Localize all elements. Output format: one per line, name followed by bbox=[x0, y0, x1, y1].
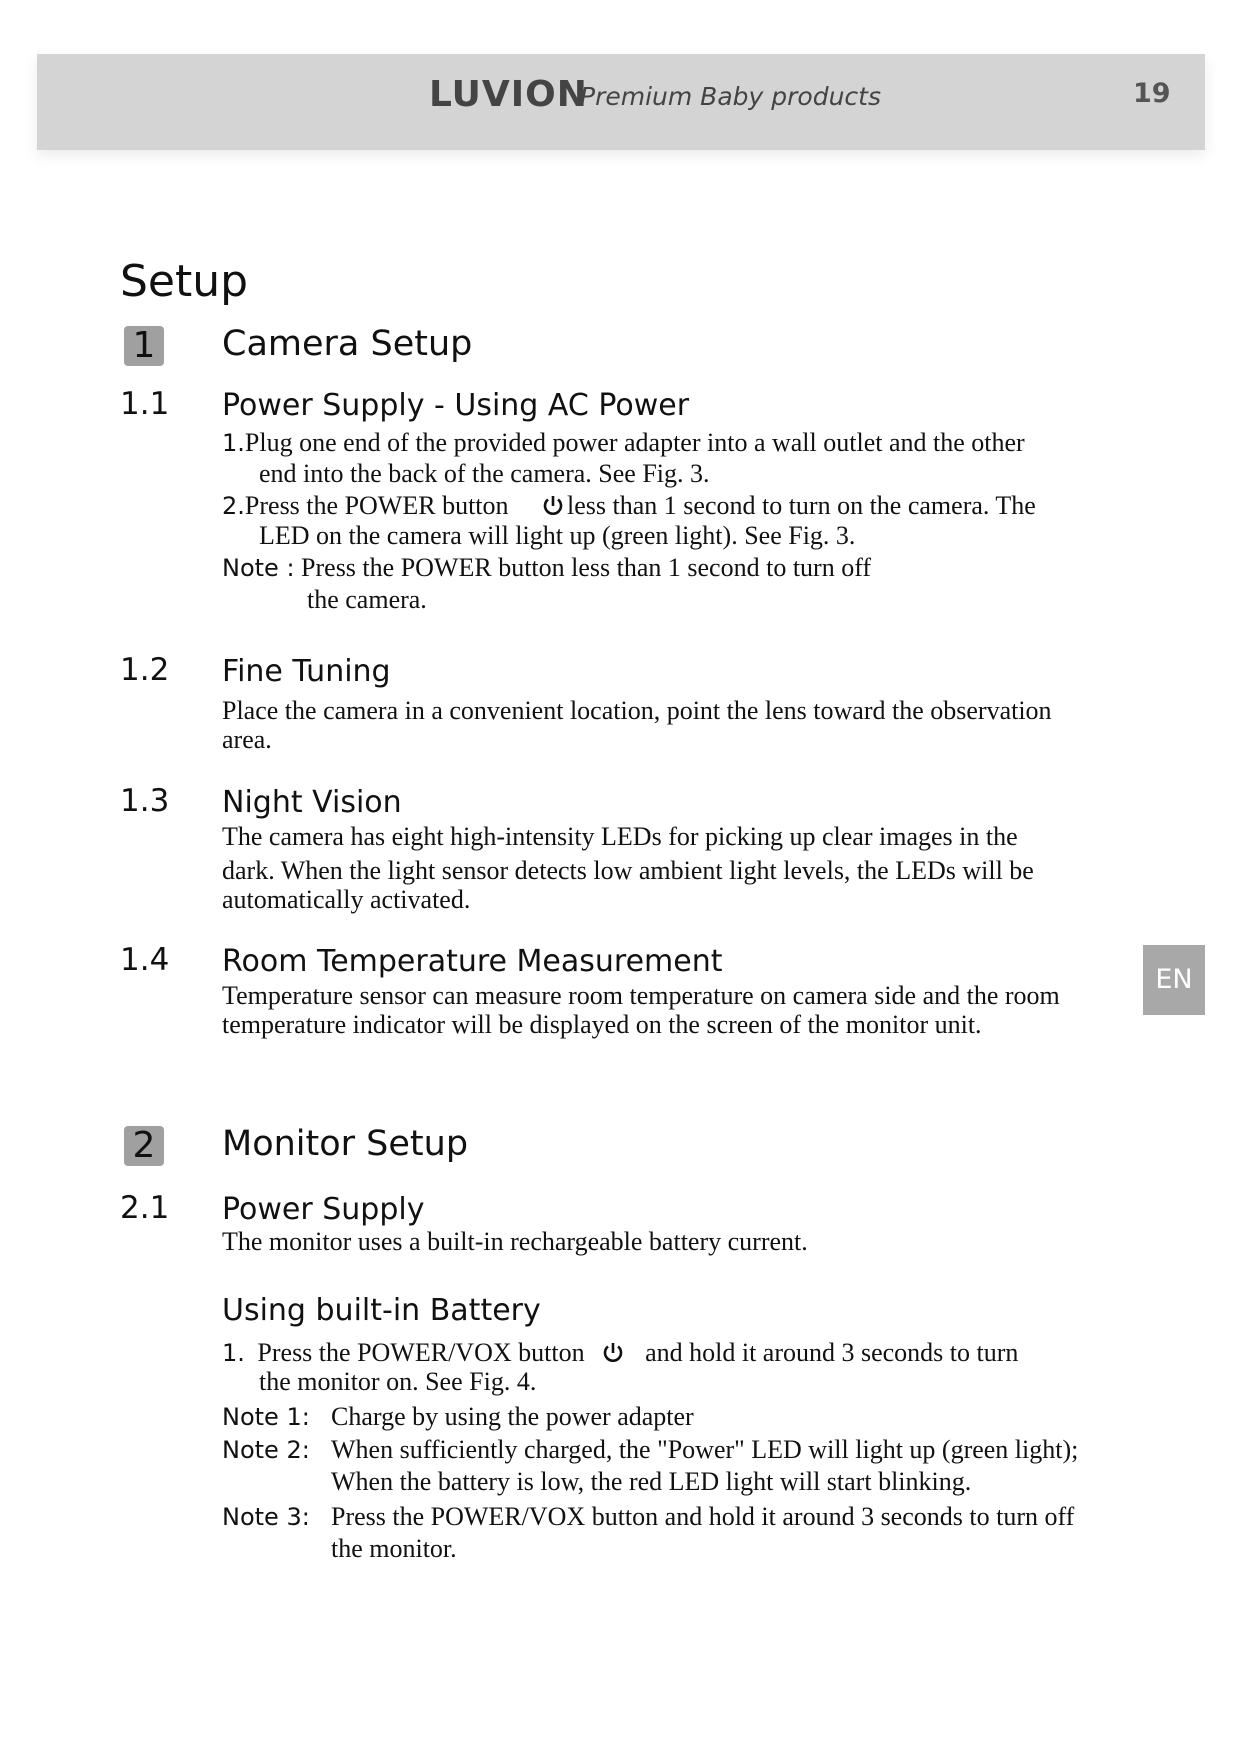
note-1-text: Charge by using the power adapter bbox=[331, 1402, 694, 1431]
note-line-2: the camera. bbox=[307, 585, 427, 614]
battery-step-1-line-2: the monitor on. See Fig. 4. bbox=[259, 1367, 537, 1396]
note-3-line-1: Press the POWER/VOX button and hold it around 3 seconds to turn off bbox=[331, 1502, 1075, 1531]
step-2-line-2: LED on the camera will light up (green light). See Fig. 3. bbox=[259, 521, 856, 550]
page-number: 19 bbox=[1133, 78, 1171, 109]
subsection-1-3-title: Night Vision bbox=[222, 785, 402, 820]
section-2-title: Monitor Setup bbox=[222, 1124, 469, 1164]
fine-tuning-line-2: area. bbox=[222, 725, 272, 754]
step-2-text-post: less than 1 second to turn on the camera. The bbox=[567, 491, 1036, 520]
night-vision-line-1: The camera has eight high-intensity LEDs for picking up clear images in the bbox=[222, 822, 1018, 851]
subsection-2-1-number: 2.1 bbox=[120, 1190, 170, 1226]
subsection-2-1-title: Power Supply bbox=[222, 1192, 425, 1227]
note-text: Press the POWER button less than 1 second to turn off bbox=[301, 553, 872, 582]
note-3-label: Note 3: bbox=[222, 1503, 310, 1531]
note-2-label: Note 2: bbox=[222, 1436, 310, 1464]
battery-step-1-line-1 bbox=[222, 1338, 1018, 1368]
page-header bbox=[37, 54, 1205, 150]
fine-tuning-line-1: Place the camera in a convenient location, point the lens toward the observation bbox=[222, 696, 1052, 725]
section-1-badge: 1 bbox=[124, 326, 164, 366]
step-2-line-1 bbox=[222, 491, 1036, 521]
battery-title: Using built-in Battery bbox=[222, 1293, 541, 1328]
brand-tagline: Premium Baby products bbox=[580, 82, 881, 111]
language-tab[interactable]: EN bbox=[1143, 945, 1205, 1015]
subsection-1-3-number: 1.3 bbox=[120, 783, 170, 819]
note-1-label: Note 1: bbox=[222, 1403, 310, 1431]
battery-step-1-text-post: and hold it around 3 seconds to turn bbox=[645, 1338, 1019, 1367]
subsection-1-2-number: 1.2 bbox=[120, 652, 170, 688]
subsection-1-4-title: Room Temperature Measurement bbox=[222, 944, 723, 979]
subsection-1-1-number: 1.1 bbox=[120, 386, 170, 422]
section-1-title: Camera Setup bbox=[222, 324, 473, 364]
subsection-1-2-title: Fine Tuning bbox=[222, 654, 391, 689]
note-2-line-2: When the battery is low, the red LED light will start blinking. bbox=[331, 1467, 972, 1496]
step-2-number: 2. bbox=[222, 492, 245, 520]
room-temp-line-2: temperature indicator will be displayed on the screen of the monitor unit. bbox=[222, 1010, 982, 1039]
battery-step-1-number: 1. bbox=[222, 1339, 245, 1367]
note-3-line-2: the monitor. bbox=[331, 1534, 457, 1563]
note-2-line-1: When sufficiently charged, the "Power" LED will light up (green light); bbox=[331, 1435, 1079, 1464]
room-temp-line-1: Temperature sensor can measure room temperature on camera side and the room bbox=[222, 981, 1060, 1010]
page-title: Setup bbox=[120, 256, 249, 307]
night-vision-line-2: dark. When the light sensor detects low ambient light levels, the LEDs will be bbox=[222, 856, 1034, 885]
battery-step-1-text-pre: Press the POWER/VOX button bbox=[257, 1338, 585, 1367]
power-icon bbox=[541, 494, 565, 518]
night-vision-line-3: automatically activated. bbox=[222, 885, 471, 914]
brand-logo: LUVION bbox=[429, 74, 588, 115]
section-2-badge: 2 bbox=[124, 1126, 164, 1166]
subsection-1-1-title: Power Supply - Using AC Power bbox=[222, 388, 690, 423]
step-1-number: 1. bbox=[222, 429, 245, 457]
subsection-1-4-number: 1.4 bbox=[120, 942, 170, 978]
power-supply-text: The monitor uses a built-in rechargeable battery current. bbox=[222, 1227, 808, 1256]
power-vox-icon bbox=[601, 1341, 625, 1365]
step-1-line-2: end into the back of the camera. See Fig. 3. bbox=[259, 459, 710, 488]
step-2-text-pre: Press the POWER button bbox=[244, 491, 509, 520]
note-line-1 bbox=[222, 553, 871, 583]
step-1-text: Plug one end of the provided power adapter into a wall outlet and the other bbox=[244, 428, 1025, 457]
step-1-line-1 bbox=[222, 428, 1025, 458]
note-label: Note : bbox=[222, 554, 295, 582]
